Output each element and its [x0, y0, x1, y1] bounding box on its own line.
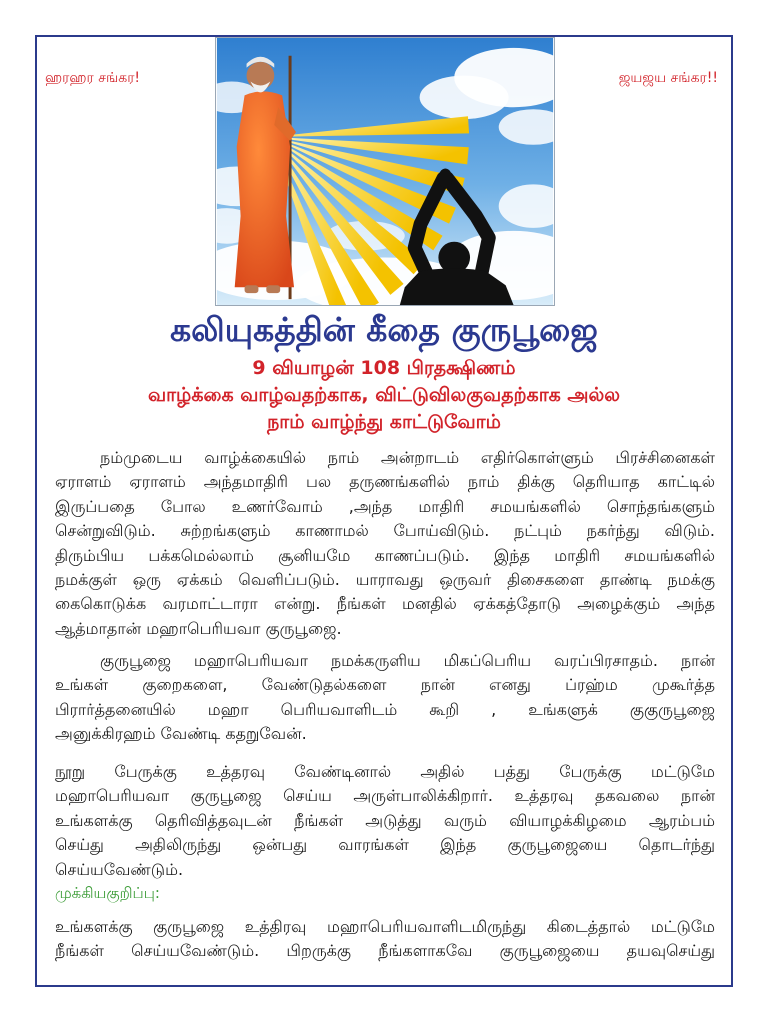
hero-image — [215, 37, 555, 306]
paragraph-line: திரும்பிய பக்கமெல்லாம் சூனியமே காணப்படும். இந்த மாதிரி சமயங்களில் — [55, 545, 715, 565]
subtitle-line: நாம் வாழ்ந்து காட்டுவோம் — [267, 411, 501, 433]
paragraph-line: செய்து அதிலிருந்து ஒன்பது வாரங்கள் இந்த குருபூஜையை தொடர்ந்து — [55, 835, 715, 855]
subtitle-line: 9 வியாழன் 108 பிரதக்ஷிணம் — [252, 357, 516, 379]
paragraph-line: உங்கள் குறைகளை, வேண்டுதல்களை நான் எனது ப்ரஹ்ம முகூர்த்த — [55, 675, 715, 695]
paragraph-2 — [55, 649, 715, 747]
note-heading: முக்கியகுறிப்பு: — [55, 884, 160, 902]
chant-right: ஜயஜய சங்கர!! — [618, 70, 718, 86]
paragraph-line: ஆத்மாதான் மஹாபெரியவா குருபூஜை. — [55, 618, 342, 638]
paragraph-line: நமக்குள் ஒரு ஏக்கம் வெளிப்படும். யாராவது ஒருவர் திசைகளை தாண்டி நமக்கு — [55, 569, 715, 589]
paragraph-3 — [55, 760, 715, 882]
paragraph-1 — [55, 446, 715, 641]
hero-illustration — [216, 38, 554, 305]
paragraph-line: உங்களக்கு குருபூஜை உத்திரவு மஹாபெரியவாளிடமிருந்து கிடைத்தால் மட்டுமே — [55, 917, 715, 936]
paragraph-line: சென்றுவிடும். சுற்றங்களும் காணாமல் போய்விடும். நட்பும் நகர்ந்து விடும். — [55, 521, 715, 541]
paragraph-line: அனுக்கிரஹம் வேண்டி கதறுவேன். — [55, 724, 307, 744]
paragraph-line: மஹாபெரியவா குருபூஜை செய்ய அருள்பாலிக்கிறார். உத்தரவு தகவலை நான் — [55, 786, 715, 806]
chant-left: ஹரஹர சங்கர! — [45, 70, 141, 86]
paragraph-line: நீங்கள் செய்யவேண்டும். பிறருக்கு நீங்களாகவே குருபூஜையை தயவுசெய்து — [55, 941, 715, 961]
paragraph-line: உங்களக்கு தெரிவித்தவுடன் நீங்கள் அடுத்து வரும் வியாழக்கிழமை ஆரம்பம் — [55, 810, 715, 830]
paragraph-line: கைகொடுக்க வரமாட்டாரா என்று. நீங்கள் மனதில் ஏக்கத்தோடு அழைக்கும் அந்த — [55, 594, 715, 614]
subtitle-line: வாழ்க்கை வாழ்வதற்காக, விட்டுவிலகுவதற்காக அல்ல — [147, 384, 621, 406]
paragraph-line: இருப்பதை போல உணர்வோம் ,அந்த மாதிரி சமயங்களில் சொந்தங்களும் — [55, 496, 715, 516]
page-title: கலியுகத்தின் கீதை குருபூஜை — [170, 310, 598, 349]
paragraph-line: குருபூஜை மஹாபெரியவா நமக்கருளிய மிகப்பெரிய வரப்பிரசாதம். நான் — [100, 651, 715, 670]
paragraph-line: நூறு பேருக்கு உத்தரவு வேண்டினால் அதில் பத்து பேருக்கு மட்டுமே — [55, 762, 715, 781]
paragraph-line: பிரார்த்தனையில் மஹா பெரியவாளிடம் கூறி , உங்களுக் குகுருபூஜை — [55, 699, 715, 719]
paragraph-line: நம்முடைய வாழ்க்கையில் நாம் அன்றாடம் எதிர்கொள்ளும் பிரச்சினைகள் — [100, 448, 715, 467]
paragraph-line: ஏராளம் ஏராளம் அந்தமாதிரி பல தருணங்களில் நாம் திக்கு தெரியாத காட்டில் — [55, 472, 715, 492]
paragraph-line: செய்யவேண்டும். — [55, 859, 184, 879]
note-paragraph — [55, 915, 715, 964]
